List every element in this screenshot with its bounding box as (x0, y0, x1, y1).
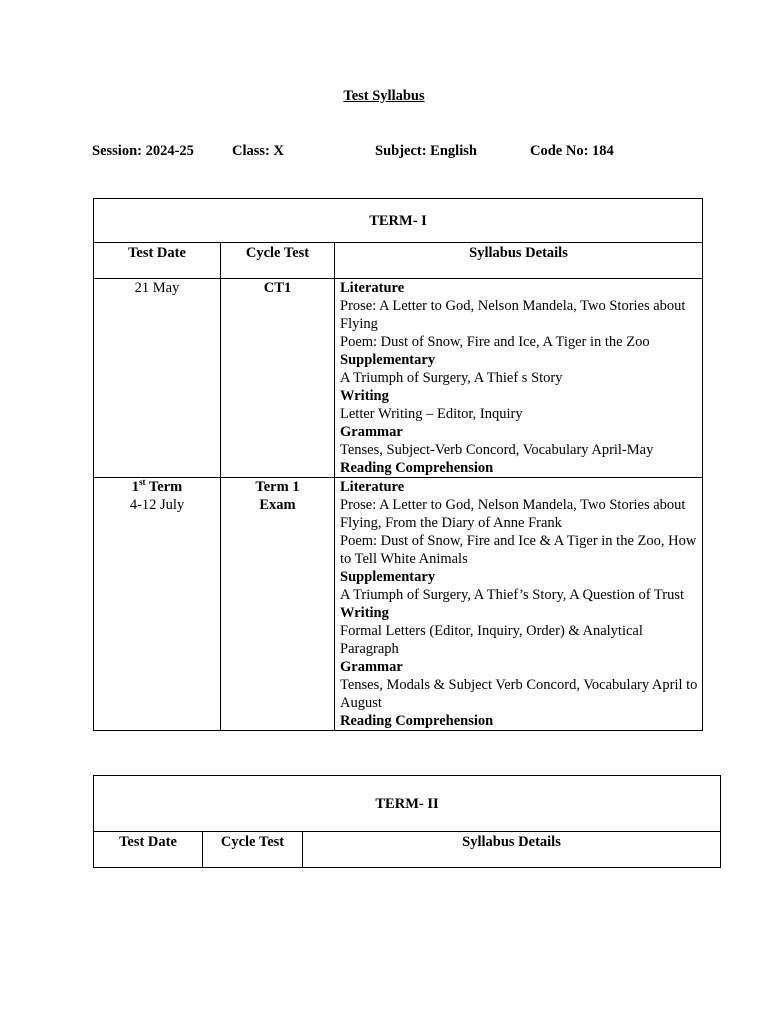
section-heading: Writing (340, 388, 389, 404)
section-heading: Reading Comprehension (340, 713, 494, 729)
col-header-syllabus-details: Syllabus Details (303, 832, 721, 868)
code-label: Code No: 184 (530, 143, 614, 159)
cycle-test-cell: CT1 (221, 279, 335, 478)
section-heading: Grammar (340, 424, 403, 440)
syllabus-line: Poem: Dust of Snow, Fire and Ice, A Tiger in the Zoo (340, 334, 650, 350)
section-heading: Supplementary (340, 352, 436, 368)
section-heading: Literature (340, 479, 405, 495)
table-row (94, 279, 703, 478)
term1-table (93, 198, 703, 731)
section-heading: Grammar (340, 659, 403, 675)
section-heading: Reading Comprehension (340, 460, 494, 476)
table-row (94, 478, 703, 731)
subject-label: Subject: English (375, 143, 477, 159)
syllabus-details-cell (335, 279, 703, 478)
cycle-test-cell: Term 1 Exam (221, 478, 335, 731)
syllabus-line: Tenses, Modals & Subject Verb Concord, Vocabulary April to August (340, 677, 698, 711)
term-dates: 4-12 July (129, 497, 185, 513)
test-date-cell: 21 May (94, 279, 221, 478)
section-heading: Literature (340, 280, 405, 296)
test-date-cell (94, 478, 221, 731)
syllabus-line: Letter Writing – Editor, Inquiry (340, 406, 523, 422)
syllabus-line: A Triumph of Surgery, A Thief s Story (340, 370, 563, 386)
col-header-test-date: Test Date (94, 832, 203, 868)
syllabus-details-cell (335, 478, 703, 731)
col-header-test-date: Test Date (94, 243, 221, 279)
col-header-syllabus-details: Syllabus Details (335, 243, 703, 279)
document-title: Test Syllabus (343, 88, 425, 104)
session-label: Session: 2024-25 (92, 143, 194, 159)
syllabus-line: Prose: A Letter to God, Nelson Mandela, Two Stories about Flying, From the Diary of Anne Frank (340, 497, 686, 531)
section-heading: Writing (340, 605, 389, 621)
term-label: 1st Term (131, 477, 183, 495)
syllabus-line: Formal Letters (Editor, Inquiry, Order) & Analytical Paragraph (340, 623, 643, 657)
syllabus-line: A Triumph of Surgery, A Thief’s Story, A Question of Trust (340, 587, 685, 603)
syllabus-line: Tenses, Subject-Verb Concord, Vocabulary April-May (340, 442, 654, 458)
class-label: Class: X (232, 143, 284, 159)
term2-heading: TERM- II (94, 776, 721, 832)
col-header-cycle-test: Cycle Test (203, 832, 303, 868)
term1-heading: TERM- I (94, 199, 703, 243)
syllabus-line: Poem: Dust of Snow, Fire and Ice & A Tiger in the Zoo, How to Tell White Animals (340, 533, 697, 567)
section-heading: Supplementary (340, 569, 436, 585)
col-header-cycle-test: Cycle Test (221, 243, 335, 279)
syllabus-line: Prose: A Letter to God, Nelson Mandela, Two Stories about Flying (340, 298, 686, 332)
term2-table (93, 775, 721, 868)
